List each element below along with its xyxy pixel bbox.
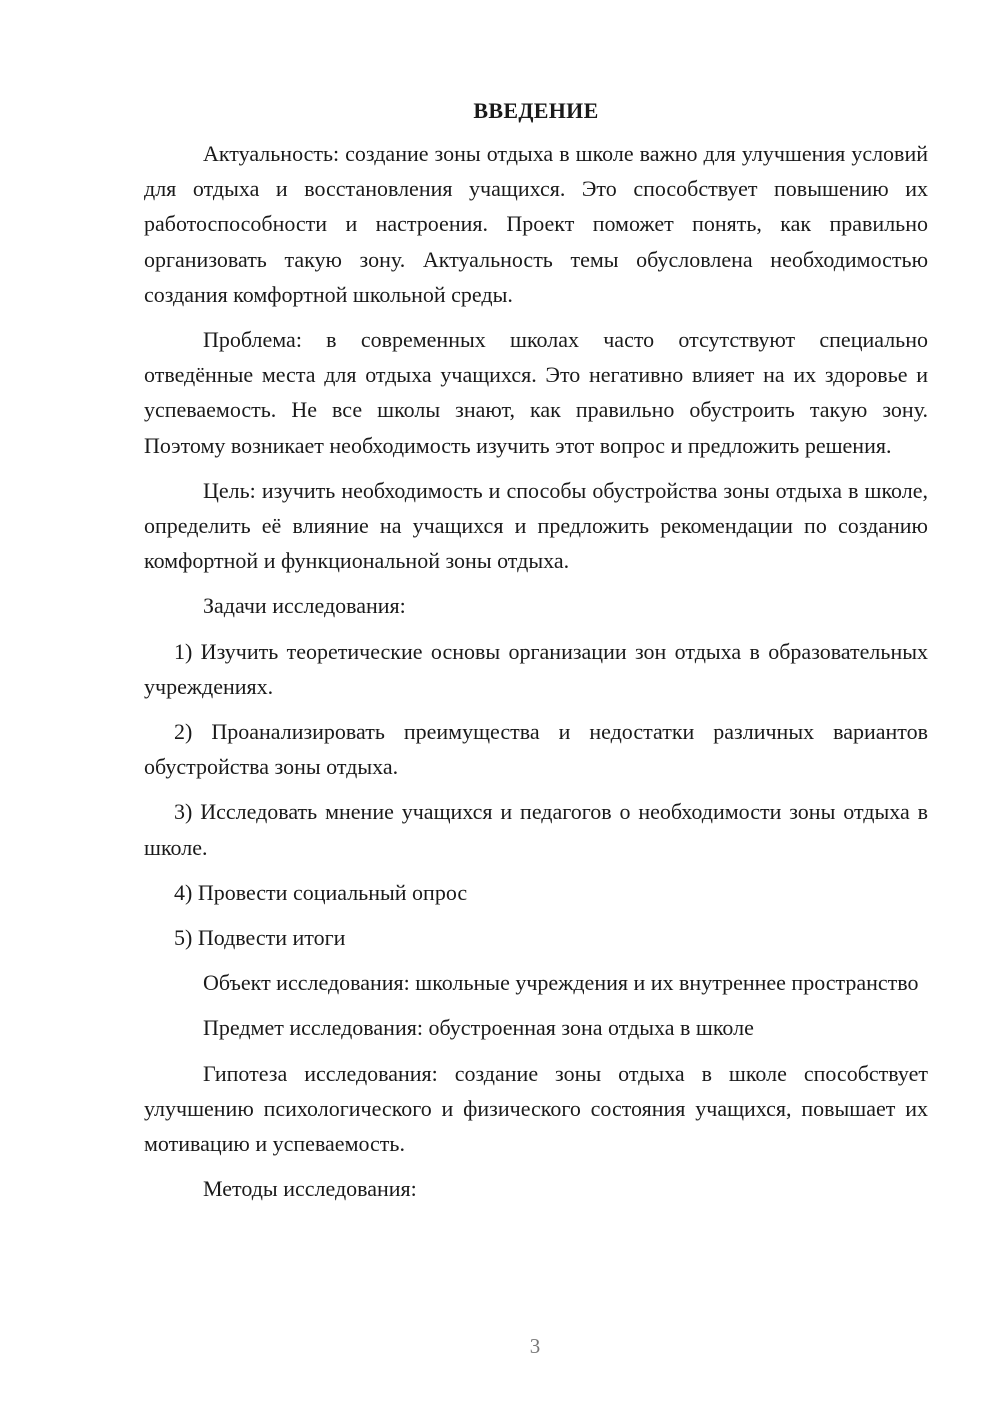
- section-title: ВВЕДЕНИЕ: [473, 98, 599, 123]
- methods-heading: Методы исследования:: [203, 1176, 417, 1202]
- task-item-3: 3) Исследовать мнение учащихся и педагогов о необходимости зоны отдыха в школе.: [144, 799, 928, 860]
- task-item-2: 2) Проанализировать преимущества и недостатки различных вариантов обустройства зоны отдыха.: [144, 719, 928, 780]
- task-item-1: 1) Изучить теоретические основы организации зон отдыха в образовательных учреждениях.: [144, 638, 928, 699]
- subject-paragraph: Предмет исследования: обустроенная зона отдыха в школе: [203, 1015, 754, 1041]
- document-page: [144, 95, 928, 1216]
- hypothesis-paragraph: Гипотеза исследования: создание зоны отдыха в школе способствует улучшению психологического и физического состояния учащихся, повышает их мотивацию и успеваемость.: [144, 1060, 928, 1157]
- page-number: 3: [529, 1334, 541, 1358]
- problem-paragraph: Проблема: в современных школах часто отсутствуют специально отведённые места для отдыха учащихся. Это негативно влияет на их здоровье и успеваемость. Не все школы знают, как правильно обустроить такую зону. Поэтому возникает необходимость изучить этот вопрос и предложить решения.: [144, 327, 928, 458]
- task-item-5: 5) Подвести итоги: [174, 925, 346, 951]
- relevance-paragraph: Актуальность: создание зоны отдыха в школе важно для улучшения условий для отдыха и восстановления учащихся. Это способствует повышению их работоспособности и настроения. Проект поможет понять, как правильно организовать такую зону. Актуальность темы обусловлена необходимостью создания комфортной школьной среды.: [144, 141, 928, 307]
- object-paragraph: Объект исследования: школьные учреждения и их внутреннее пространство: [203, 970, 919, 996]
- goal-paragraph: Цель: изучить необходимость и способы обустройства зоны отдыха в школе, определить её влияние на учащихся и предложить рекомендации по созданию комфортной и функциональной зоны отдыха.: [144, 477, 928, 574]
- tasks-heading: Задачи исследования:: [203, 593, 406, 619]
- task-item-4: 4) Провести социальный опрос: [174, 879, 468, 905]
